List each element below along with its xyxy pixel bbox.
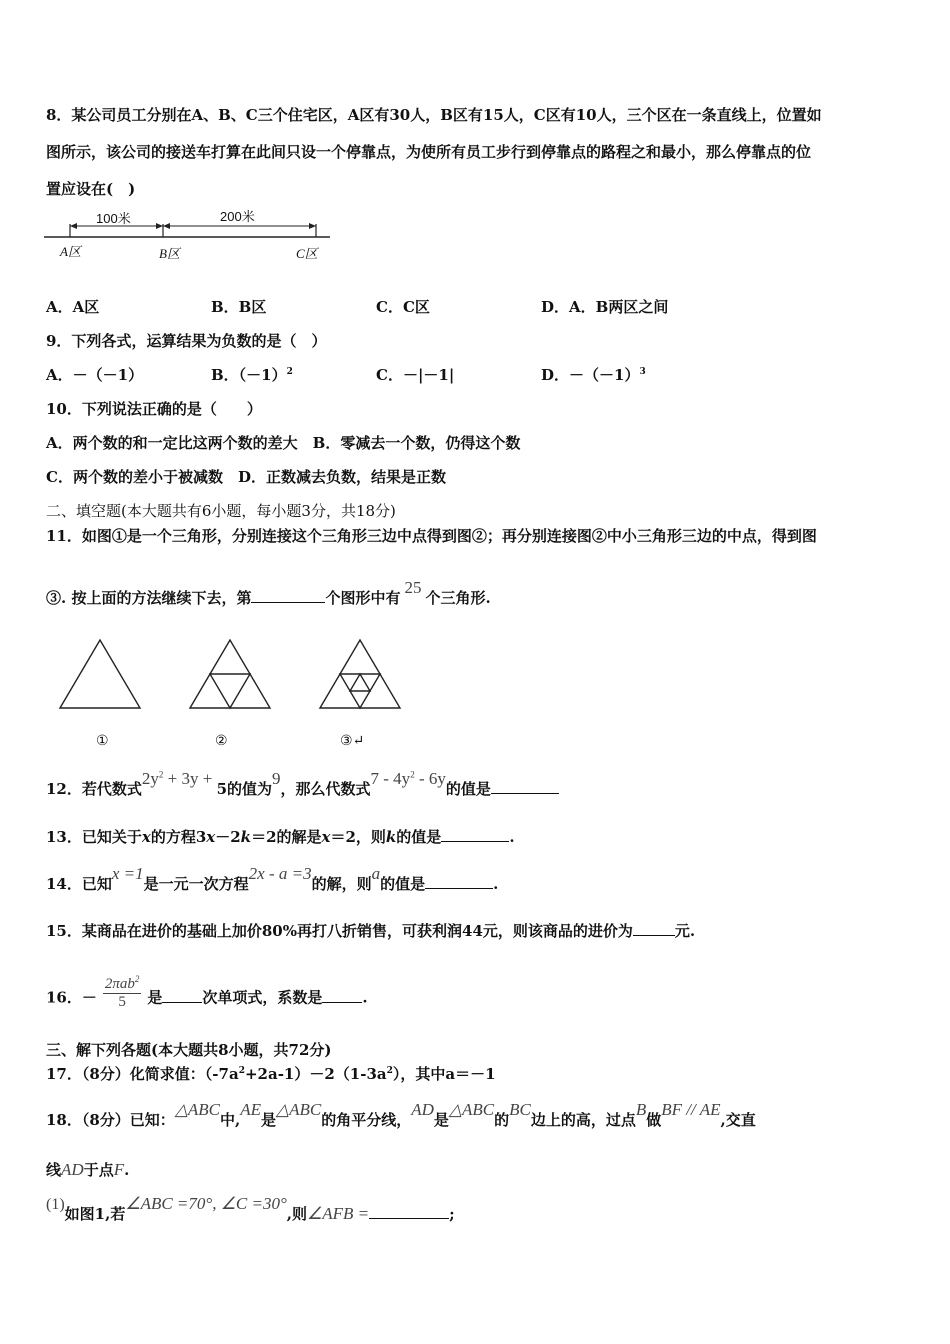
q11-figures: [50, 636, 410, 716]
q8-option-b: B．B区: [211, 298, 267, 316]
q10-row2: C．两个数的差小于被减数 D．正数减去负数，结果是正数: [46, 468, 446, 486]
q16-fraction: 2πab$^2$ 5: [104, 974, 140, 1010]
q8-line2: 图所示，该公司的接送车打算在此间只设一个停靠点，为使所有员工步行到停靠点的路程之和最小，那么停靠点的位: [46, 143, 812, 161]
q8-option-a: A．A区: [46, 298, 100, 316]
q8-option-c: C．C区: [376, 298, 430, 316]
q12-blank: [491, 779, 559, 794]
q12-expr2: $7 - 4y^2 - 6y$: [370, 769, 446, 788]
q13: 13．已知关于x的方程3x－2k＝2的解是x＝2，则k的值是 .: [46, 828, 515, 846]
q18-line1: 18．（8分）已知：△ABC中,AE是△ABC的角平分线，AD是△ABC的BC边上的高，过点B做BF // AE,交直: [46, 1100, 756, 1129]
q9-stem: 9．下列各式，运算结果为负数的是（ ）: [46, 332, 327, 350]
q18-blank: [369, 1204, 449, 1219]
q9-option-d: D．$-(-1)^3$: [541, 366, 646, 384]
q9-option-c: C．－|－1|: [376, 366, 455, 384]
q14-math-a: a: [371, 864, 381, 883]
q8-line3: 置应设在( ): [46, 180, 136, 198]
dist-bc-label: 200米: [220, 209, 255, 224]
q16-blank-2: [322, 988, 362, 1003]
q8-line1: 8．某公司员工分别在A、B、C三个住宅区，A区有30人，B区有15人，C区有10人，三个区在一条直线上，位置如: [46, 106, 822, 124]
dist-ab-label: 100米: [96, 211, 131, 226]
q18-sub1: (1)如图1,若∠ABC =70°, ∠C =30°,则∠AFB = ;: [46, 1194, 455, 1223]
q15: 15．某商品在进价的基础上加价80%再打八折销售，可获利润44元，则该商品的进价为 元.: [46, 922, 696, 940]
q10-row1: A．两个数的和一定比这两个数的差大 B．零减去一个数，仍得这个数: [46, 434, 521, 452]
label-c: C区: [296, 246, 318, 261]
q11-number: 25: [404, 578, 422, 597]
label-b: B区: [159, 246, 180, 261]
q14-math-x: x =1: [111, 864, 144, 883]
q8-figure: [44, 204, 334, 264]
q16-blank-1: [162, 988, 202, 1003]
q11-line2: ③. 按上面的方法继续下去，第 个图形中有25个三角形.: [46, 578, 491, 607]
q12-value: 9: [272, 769, 281, 788]
fig-label-1: ①: [96, 733, 109, 749]
q17: 17．（8分）化简求值：$(-7a^2+2a-1)-2(1-3a^2)$，其中a＝－1: [46, 1065, 496, 1083]
fig-label-2: ②: [215, 733, 228, 749]
label-a: A区: [60, 244, 81, 259]
triangle-figures: [50, 636, 410, 716]
q10-stem: 10．下列说法正确的是（ ）: [46, 400, 262, 418]
triangle-fig-1: [60, 640, 140, 708]
q14-blank: [425, 874, 493, 889]
q9-option-b: B．$(-1)^2$: [211, 366, 293, 384]
q12: 12．若代数式$2y^2 + 3y + 5$的值为9，那么代数式$7 - 4y^2 - 6y$的值是: [46, 778, 559, 799]
q11-line1: 11．如图①是一个三角形，分别连接这个三角形三边中点得到图②；再分别连接图②中小三角形三边的中点，得到图: [46, 527, 817, 545]
section2-heading: 二、填空题(本大题共有6小题，每小题3分，共18分): [46, 502, 396, 520]
q9-option-a: A．－（－1）: [46, 366, 144, 384]
triangle-fig-3: [320, 640, 400, 708]
q16: 16．－ 2πab$^2$ 5 是 次单项式，系数是 .: [46, 974, 368, 1010]
section3-heading: 三、解下列各题(本大题共8小题，共72分): [46, 1041, 332, 1059]
number-line-figure: [44, 204, 334, 264]
q14-math-eq: 2x - a =3: [248, 864, 312, 883]
fig-label-3: ③↵: [340, 733, 365, 749]
q11-blank: [251, 588, 325, 603]
q13-blank: [441, 827, 509, 842]
q18-line2: 线AD于点F.: [46, 1160, 130, 1179]
q12-expr1: $2y^2 + 3y$ +: [141, 769, 217, 788]
q15-blank: [633, 921, 675, 936]
q14: 14．已知x =1是一元一次方程2x - a =3的解，则a的值是 .: [46, 864, 499, 893]
q8-option-d: D．A．B两区之间: [541, 298, 669, 316]
triangle-fig-2: [190, 640, 270, 708]
